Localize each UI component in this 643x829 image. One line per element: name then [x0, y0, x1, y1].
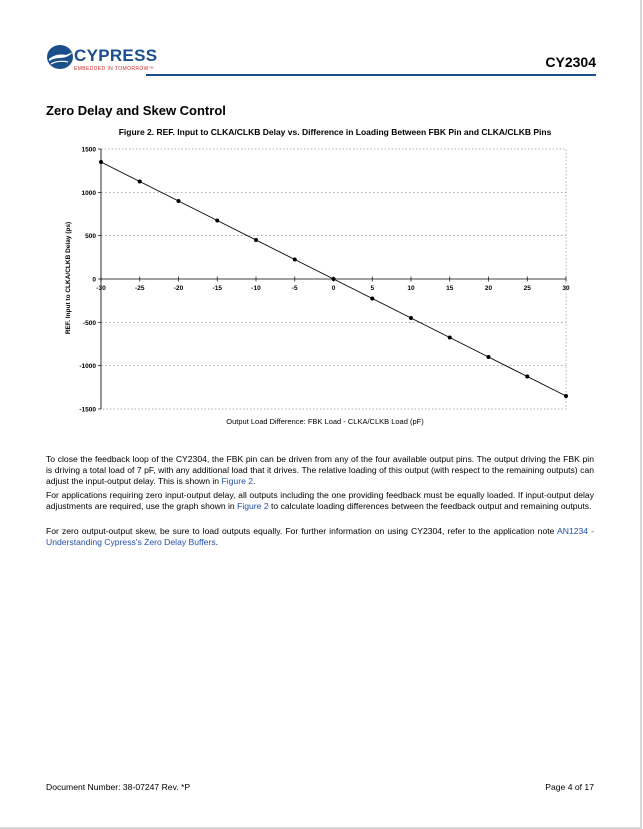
x-tick-label: -20 — [173, 285, 184, 292]
y-tick-label: 500 — [85, 233, 96, 241]
data-point — [138, 180, 142, 184]
data-point — [448, 336, 452, 340]
x-tick-label: -5 — [291, 285, 298, 292]
y-tick-label: -1500 — [79, 406, 96, 414]
p2-end: to calculate loading differences between the feedback output and remaining outputs. — [268, 501, 592, 511]
data-point — [215, 219, 219, 223]
y-axis-label: REF. Input to CLKA/CLKB Delay (ps) — [65, 221, 72, 335]
data-point — [409, 316, 413, 320]
section-title: Zero Delay and Skew Control — [46, 103, 226, 118]
cypress-tree-icon — [46, 44, 76, 70]
logo-wordmark: CYPRESS — [74, 46, 158, 65]
x-tick-label: -15 — [212, 285, 222, 292]
x-tick-label: -30 — [96, 285, 106, 292]
document-number: Document Number: 38-07247 Rev. *P — [46, 782, 191, 792]
x-tick-label: 20 — [484, 285, 493, 292]
data-point — [293, 258, 297, 262]
x-tick-label: 15 — [446, 285, 454, 292]
y-tick-label: -500 — [82, 319, 96, 327]
p1-end: . — [253, 476, 256, 486]
figure-2-link[interactable]: Figure 2 — [221, 476, 254, 486]
data-point — [332, 277, 336, 281]
header-rule — [146, 74, 596, 76]
page-header — [46, 42, 596, 80]
paragraph-zero-skew — [46, 526, 594, 548]
product-name: CY2304 — [545, 54, 596, 70]
data-point — [370, 297, 374, 301]
x-tick-label: 10 — [407, 285, 415, 292]
cypress-logo — [46, 42, 156, 78]
x-tick-label: 30 — [562, 285, 570, 292]
data-point — [99, 160, 103, 164]
p3-text: For zero output-output skew, be sure to load outputs equally. For further information on using CY2304, refer to the application note — [46, 526, 557, 536]
delay-chart — [40, 140, 600, 440]
data-point — [487, 355, 491, 359]
y-tick-label: -1000 — [79, 363, 96, 371]
paragraph-feedback — [46, 454, 594, 487]
x-tick-label: 25 — [523, 285, 531, 292]
y-tick-label: 1000 — [81, 189, 96, 197]
y-tick-label: 0 — [92, 276, 96, 284]
data-point — [177, 199, 181, 203]
p3-end: . — [215, 537, 219, 547]
p1-text: To close the feedback loop of the CY2304, the FBK pin can be driven from any of the four available output pins. The output driving the FBK pin is driving a total load of 7 pF, with any additional load that it drives. The relative loading of this output (with respect to the remaining outputs) can adjust the input-output delay. This is shown in — [46, 454, 594, 486]
page-number: Page 4 of 17 — [545, 782, 594, 792]
paragraph-zero-delay — [46, 490, 594, 512]
x-tick-label: -10 — [251, 285, 261, 292]
an1234-link[interactable]: AN1234 - Understanding Cypress's Zero Delay Buffers — [46, 526, 594, 547]
figure-2-link-2[interactable]: Figure 2 — [237, 501, 269, 511]
x-axis-label: Output Load Difference: FBK Load - CLKA/CLKB Load (pF) — [226, 417, 424, 426]
data-point — [564, 394, 568, 398]
x-tick-label: 5 — [370, 285, 375, 292]
x-tick-label: -25 — [135, 285, 145, 292]
p2-text: For applications requiring zero input-output delay, all outputs including the one providing feedback must be equally loaded. If input-output delay adjustments are required, use the graph shown in — [46, 490, 594, 511]
y-tick-label: 1500 — [81, 146, 96, 154]
y-tick-labels — [79, 147, 96, 414]
x-tick-labels — [96, 285, 570, 292]
data-point — [254, 238, 258, 242]
x-tick-label: 0 — [331, 285, 336, 292]
data-point — [525, 375, 529, 379]
figure-caption: Figure 2. REF. Input to CLKA/CLKB Delay vs. Difference in Loading Between FBK Pin and CLKA/CLKB Pins — [118, 127, 552, 137]
logo-tagline: EMBEDDED IN TOMORROW™ — [74, 66, 155, 72]
